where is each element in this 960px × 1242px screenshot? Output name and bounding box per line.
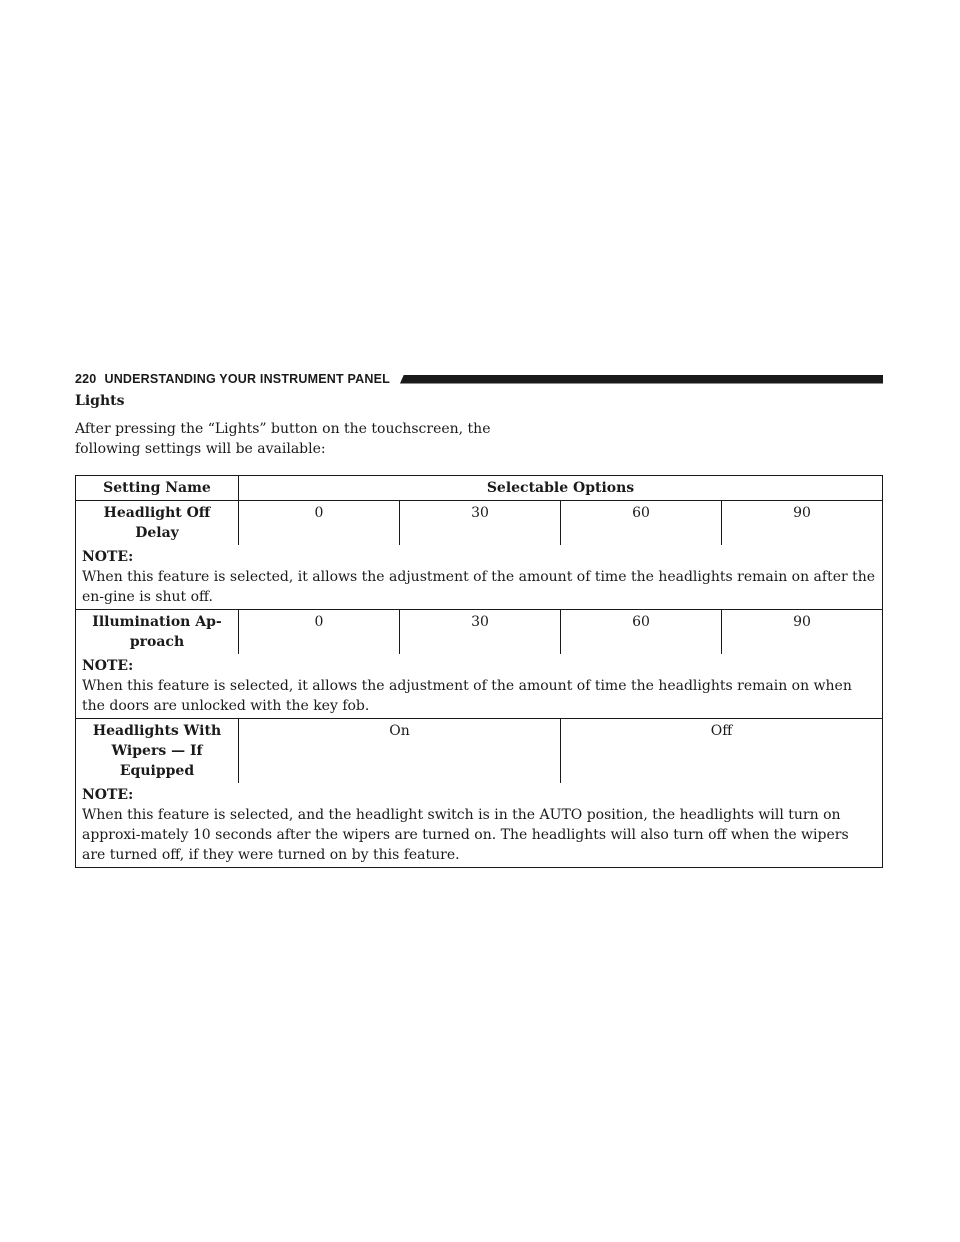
option-cell: 90 <box>722 501 883 546</box>
note-row <box>76 545 883 610</box>
option-cell: 0 <box>239 610 400 655</box>
note-text: When this feature is selected, it allows the adjustment of the amount of time the headlights remain on after the en-gine is shut off. <box>82 569 876 605</box>
note-cell <box>76 545 883 610</box>
option-cell: 60 <box>561 501 722 546</box>
option-cell: On <box>239 719 561 784</box>
header-selectable-options: Selectable Options <box>239 476 883 501</box>
header-bar <box>400 375 883 384</box>
settings-table <box>75 475 883 868</box>
table-row <box>76 501 883 546</box>
note-cell <box>76 654 883 719</box>
note-label: NOTE: <box>82 787 134 803</box>
note-text: When this feature is selected, and the headlight switch is in the AUTO position, the headlights will turn on approxi-mately 10 seconds after the wipers are turned on. The headlights will also turn off when the wipers are turned off, if they were turned on by this feature. <box>82 807 849 863</box>
setting-illumination-approach: Illumination Ap-proach <box>76 610 239 655</box>
setting-headlights-with-wipers: Headlights With Wipers — If Equipped <box>76 719 239 784</box>
page-header <box>75 371 883 387</box>
section-title: UNDERSTANDING YOUR INSTRUMENT PANEL <box>104 372 390 386</box>
content-title: Lights <box>75 393 125 409</box>
option-cell: Off <box>561 719 883 784</box>
option-cell: 90 <box>722 610 883 655</box>
intro-paragraph: After pressing the “Lights” button on the touchscreen, the following settings will be available: <box>75 421 491 457</box>
table-row <box>76 610 883 655</box>
note-row <box>76 654 883 719</box>
table-header-row <box>76 476 883 501</box>
option-cell: 0 <box>239 501 400 546</box>
note-cell <box>76 783 883 868</box>
note-label: NOTE: <box>82 549 134 565</box>
header-setting-name: Setting Name <box>76 476 239 501</box>
note-row <box>76 783 883 868</box>
option-cell: 30 <box>400 610 561 655</box>
page-number: 220 <box>75 372 97 386</box>
setting-headlight-off-delay: Headlight Off Delay <box>76 501 239 546</box>
note-text: When this feature is selected, it allows the adjustment of the amount of time the headlights remain on when the doors are unlocked with the key fob. <box>82 678 852 714</box>
option-cell: 30 <box>400 501 561 546</box>
note-label: NOTE: <box>82 658 134 674</box>
table-row <box>76 719 883 784</box>
option-cell: 60 <box>561 610 722 655</box>
